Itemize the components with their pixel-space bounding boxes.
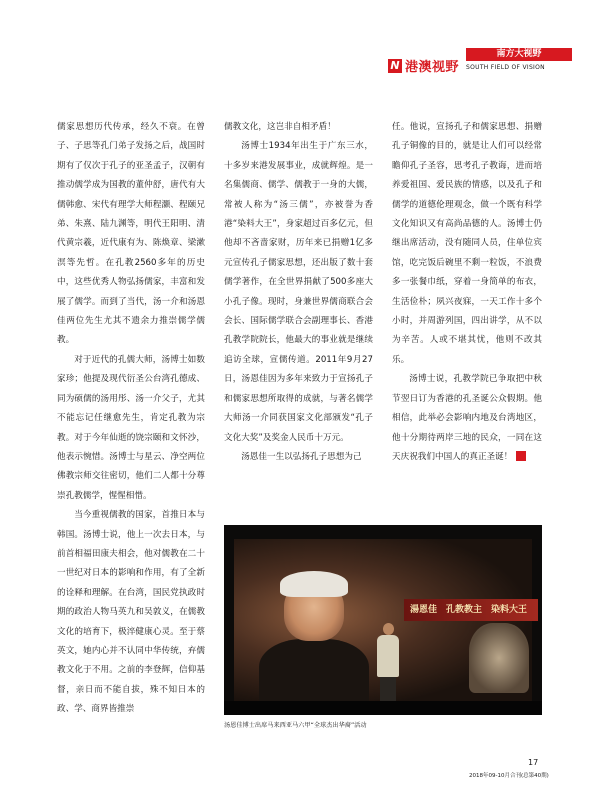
paragraph: 儒教文化，这岂非自相矛盾！ xyxy=(224,122,336,132)
page-number: 17 xyxy=(528,758,539,767)
event-photo xyxy=(224,525,542,715)
article-column-3 xyxy=(392,118,542,467)
end-mark-icon: N xyxy=(516,451,526,461)
speaker-figure xyxy=(375,623,401,711)
portrait-hair xyxy=(280,571,348,597)
section-title: 港澳视野 xyxy=(405,60,460,75)
paragraph: 当今重视儒教的国家，首推日本与韩国。汤博士说，他上一次去日本，与前首相福田康夫相会，他对儒教在二十一世纪对日本的影响和作用，有了全新的诠释和理解。在台湾，国民党执政时期的政治人物马英九和吴敦义，在儒教文化的培育下，极淬健康心灵。至于蔡英文，她内心并不认同中华传统，弃儒教文化于不用。之前的李登辉，信仰基督，亲日而不能自拔，殊不知日本的政、学、商界皆推崇 xyxy=(57,510,205,715)
magazine-logo xyxy=(388,56,459,75)
section-tag-english: SOUTH FIELD OF VISION xyxy=(466,64,545,71)
paragraph: 汤恩佳一生以弘扬孔子思想为己 xyxy=(241,451,362,462)
section-tag-block xyxy=(466,48,572,71)
section-tag: 南方大视野 xyxy=(466,48,572,61)
logo-mark-icon: N xyxy=(388,59,402,73)
screen-banner: 湯恩佳 孔教教主 染料大王 xyxy=(404,599,538,621)
article-column-1 xyxy=(57,118,205,720)
paragraph: 儒家思想历代传承，经久不衰。在曾子、子思等孔门弟子发扬之后，战国时期有了仅次于孔子的亚圣孟子，汉朝有推动儒学成为国教的董仲舒，唐代有大儒韩愈、宋代有理学大师程灏、程颐兄弟、朱熹、陆九渊等，明代王阳明、清代黄宗羲，近代康有为、陈焕章、梁漱溟等先哲。在孔教2560多年的历史中，这些优秀人物弘扬儒家，丰富和发展了儒学。而到了当代，汤一介和汤恩佳两位先生尤其不遗余力推崇儒学儒教。 xyxy=(57,122,205,346)
paragraph: 汤博士1934年出生于广东三水，十多岁来港发展事业，成就辉煌。是一名集儒商、儒学、儒教于一身的大儒，常被人称为“汤三儒”，亦被誉为香港“染料大王”，身家超过百多亿元，但他却不吝啬家财，历年来已捐赠1亿多元宣传孔子儒家思想，还出版了数十套儒学著作，在全世界捐献了500多座大小孔子像。现时，身兼世界儒商联合会会长、国际儒学联合会副理事长、香港孔教学院院长，他最大的事业就是继续追访全球，宣儒传道。2011年9月27日，汤恩佳因为多年来致力于宣扬孔子和儒家思想所取得的成就，与著名儒学大师汤一介同获国家文化部颁发“孔子文化大奖”及奖金人民币十万元。 xyxy=(224,141,373,443)
paragraph: 对于近代的孔儒大师，汤博士如数家珍；他提及现代衍圣公台湾孔德成、同为硕儒的汤用彤、汤一介父子，尤其不能忘记任继愈先生，肯定孔教为宗教。对于今年仙逝的饶宗颐和文怀沙，他表示惋惜。汤博士与星云、净空两位佛教宗师交往密切，他们二人都十分尊崇孔教儒学，惺惺相惜。 xyxy=(57,354,205,501)
statue-image xyxy=(469,623,529,693)
portrait-body xyxy=(259,639,369,709)
photo-caption: 汤恩佳博士出席马来西亚马六甲“全球杰出华裔”活动 xyxy=(224,722,367,729)
speaker-head xyxy=(383,623,394,635)
issue-info: 2018年09-10月合刊(总第40期) xyxy=(469,773,549,779)
article-column-2 xyxy=(224,118,373,467)
paragraph: 汤博士说，孔教学院已争取把中秋节翌日订为香港的孔圣诞公众假期。他相信，此举必会影响内地及台湾地区，他十分期待两岸三地的民众，一同在这天庆祝我们中国人的真正圣诞！ xyxy=(392,374,542,462)
stage-floor xyxy=(224,701,542,715)
paragraph: 任。他说，宣扬孔子和儒家思想、捐赠孔子铜像的目的，就是让人们可以经常瞻仰孔子圣容，思考孔子教诲，进而培养爱祖国、爱民族的情感，以及孔子和儒学的道德伦理观念，做一个既有科学文化知识又有高尚品德的人。汤博士仍继出席活动，没有随同人员，住单位宾馆，吃完饭后碗里不剩一粒饭，不浪费多一张餐巾纸，穿着一身简单的布衣，生活俭朴；夙兴夜寐，一天工作十多个小时，并周游列国，四出讲学，从不以为辛苦。人或不堪其忧，他则不改其乐。 xyxy=(392,122,542,365)
speaker-body xyxy=(377,635,399,677)
